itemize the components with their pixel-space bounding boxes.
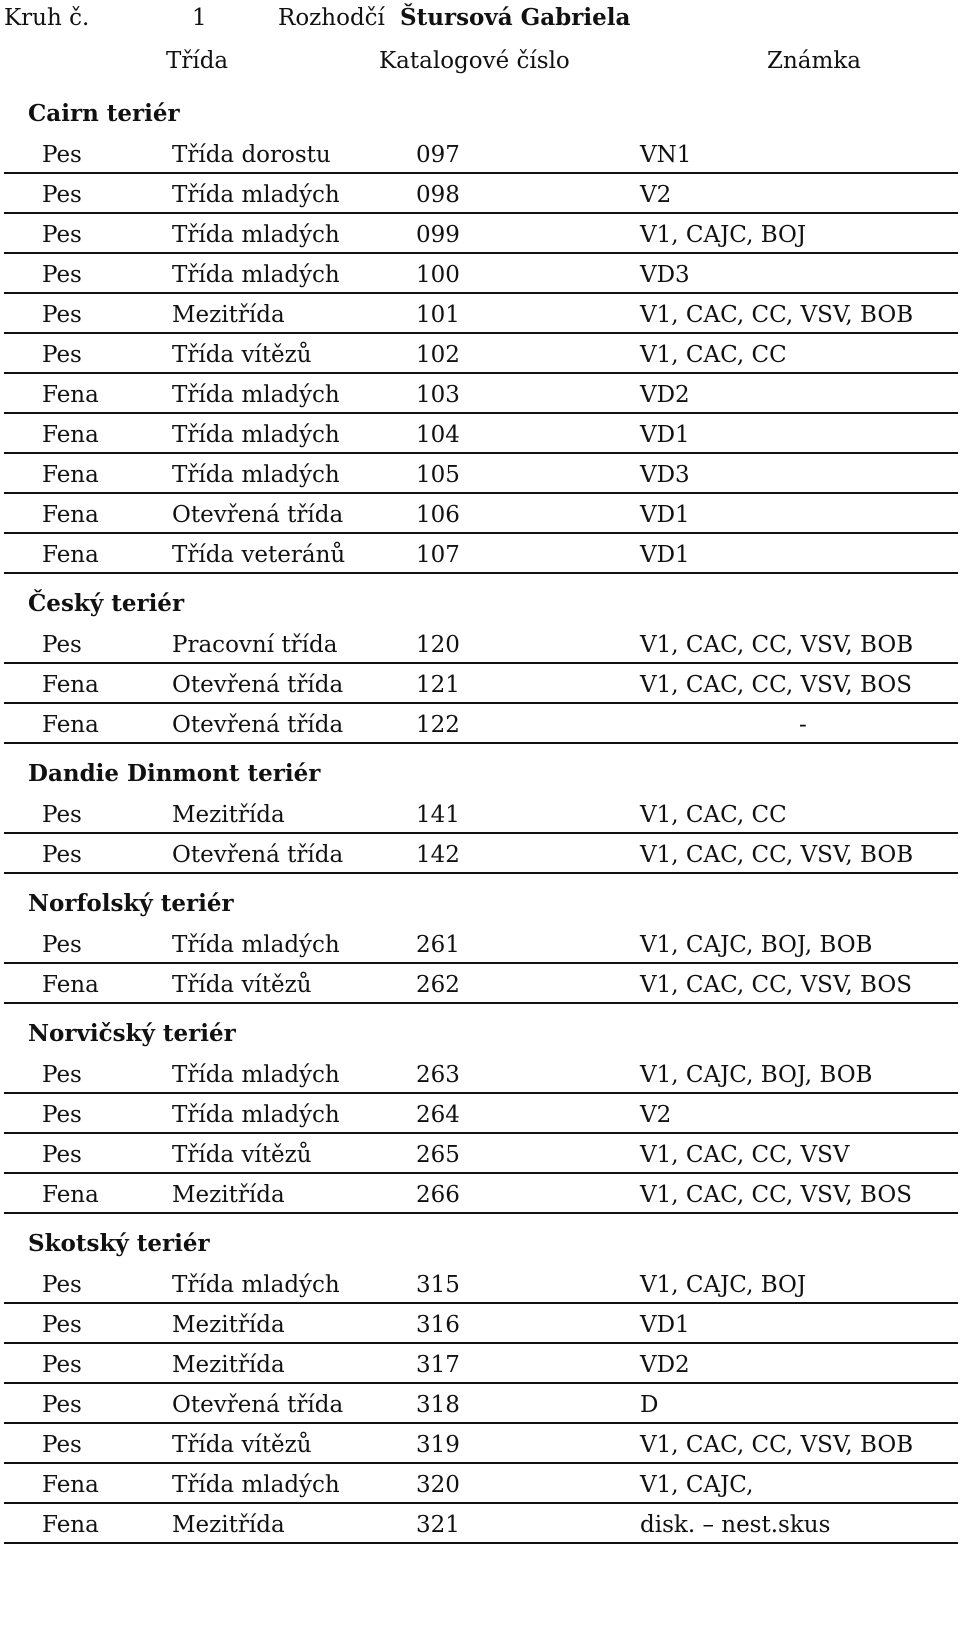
row-sex: Pes [42, 1352, 82, 1378]
row-class: Mezitřída [172, 802, 285, 828]
row-catalog-number: 106 [416, 502, 460, 528]
row-class: Třída mladých [172, 1272, 340, 1298]
table-row [4, 334, 958, 374]
row-class: Třída mladých [172, 462, 340, 488]
row-sex: Fena [42, 972, 99, 998]
row-sex: Pes [42, 932, 82, 958]
row-class: Třída mladých [172, 222, 340, 248]
row-grade: VD2 [640, 1352, 690, 1378]
row-class: Otevřená třída [172, 1392, 344, 1418]
row-grade: V1, CAJC, BOJ, BOB [640, 932, 873, 958]
column-header-grade: Známka [767, 48, 861, 74]
judge-name: Štursová Gabriela [400, 4, 631, 31]
row-catalog-number: 317 [416, 1352, 460, 1378]
row-sex: Fena [42, 422, 99, 448]
row-sex: Fena [42, 542, 99, 568]
row-class: Třída mladých [172, 1062, 340, 1088]
row-sex: Pes [42, 1312, 82, 1338]
table-row [4, 1304, 958, 1344]
row-class: Otevřená třída [172, 672, 344, 698]
row-catalog-number: 264 [416, 1102, 460, 1128]
row-grade: V1, CAC, CC, VSV, BOS [640, 1182, 912, 1208]
row-grade: disk. – nest.skus [640, 1512, 831, 1538]
row-class: Třída mladých [172, 1102, 340, 1128]
row-sex: Pes [42, 842, 82, 868]
breed-title: Skotský teriér [28, 1230, 210, 1257]
row-catalog-number: 266 [416, 1182, 460, 1208]
row-class: Mezitřída [172, 1312, 285, 1338]
table-row [4, 134, 958, 174]
row-catalog-number: 320 [416, 1472, 460, 1498]
row-class: Mezitřída [172, 1512, 285, 1538]
table-row [4, 534, 958, 574]
row-catalog-number: 101 [416, 302, 460, 328]
row-catalog-number: 102 [416, 342, 460, 368]
row-grade: V1, CAJC, BOJ [640, 1272, 807, 1298]
row-sex: Fena [42, 1182, 99, 1208]
row-class: Mezitřída [172, 1182, 285, 1208]
table-row [4, 664, 958, 704]
row-sex: Fena [42, 502, 99, 528]
row-catalog-number: 122 [416, 712, 460, 738]
table-row [4, 1174, 958, 1214]
row-catalog-number: 100 [416, 262, 460, 288]
row-grade: VD1 [640, 1312, 690, 1338]
row-sex: Fena [42, 1512, 99, 1538]
table-row [4, 834, 958, 874]
row-catalog-number: 141 [416, 802, 460, 828]
row-grade: V1, CAC, CC, VSV, BOB [640, 842, 914, 868]
table-row [4, 1344, 958, 1384]
row-sex: Pes [42, 802, 82, 828]
row-sex: Pes [42, 632, 82, 658]
row-class: Třída vítězů [172, 1432, 312, 1458]
row-sex: Pes [42, 1142, 82, 1168]
row-class: Mezitřída [172, 302, 285, 328]
table-row [4, 454, 958, 494]
row-sex: Pes [42, 1102, 82, 1128]
row-sex: Pes [42, 1062, 82, 1088]
table-row [4, 1504, 958, 1544]
row-catalog-number: 121 [416, 672, 460, 698]
row-sex: Pes [42, 222, 82, 248]
row-catalog-number: 265 [416, 1142, 460, 1168]
table-row [4, 1134, 958, 1174]
row-class: Třída mladých [172, 1472, 340, 1498]
ring-number: 1 [192, 5, 207, 31]
row-catalog-number: 263 [416, 1062, 460, 1088]
table-row [4, 624, 958, 664]
row-grade: - [799, 712, 807, 738]
row-class: Třída vítězů [172, 1142, 312, 1168]
ring-label: Kruh č. [4, 5, 90, 31]
row-grade: VD1 [640, 422, 690, 448]
row-grade: V1, CAC, CC, VSV, BOB [640, 1432, 914, 1458]
table-row [4, 964, 958, 1004]
table-row [4, 254, 958, 294]
row-grade: VD1 [640, 542, 690, 568]
table-row [4, 1464, 958, 1504]
row-grade: V1, CAJC, [640, 1472, 754, 1498]
table-row [4, 494, 958, 534]
row-catalog-number: 098 [416, 182, 460, 208]
breed-title: Cairn teriér [28, 100, 180, 127]
row-grade: V2 [640, 182, 672, 208]
column-header-class: Třída [166, 48, 229, 74]
results-list [0, 94, 960, 1544]
column-header-catalog: Katalogové číslo [379, 48, 570, 74]
row-class: Mezitřída [172, 1352, 285, 1378]
table-row [4, 414, 958, 454]
row-catalog-number: 142 [416, 842, 460, 868]
table-row [4, 1264, 958, 1304]
row-grade: VD2 [640, 382, 690, 408]
row-grade: V1, CAC, CC, VSV, BOS [640, 972, 912, 998]
row-class: Otevřená třída [172, 712, 344, 738]
row-sex: Fena [42, 1472, 99, 1498]
row-class: Pracovní třída [172, 632, 338, 658]
row-sex: Pes [42, 1432, 82, 1458]
table-row [4, 174, 958, 214]
ring-header [0, 0, 960, 38]
row-class: Třída veteránů [172, 542, 346, 568]
row-class: Třída vítězů [172, 972, 312, 998]
row-sex: Pes [42, 1392, 82, 1418]
row-grade: V1, CAJC, BOJ [640, 222, 807, 248]
row-grade: V1, CAC, CC [640, 802, 787, 828]
row-catalog-number: 318 [416, 1392, 460, 1418]
row-catalog-number: 261 [416, 932, 460, 958]
table-row [4, 214, 958, 254]
row-class: Třída mladých [172, 932, 340, 958]
row-catalog-number: 120 [416, 632, 460, 658]
column-headers [0, 46, 960, 80]
row-sex: Pes [42, 342, 82, 368]
table-row [4, 1094, 958, 1134]
breed-title: Dandie Dinmont teriér [28, 760, 321, 787]
row-catalog-number: 315 [416, 1272, 460, 1298]
row-catalog-number: 104 [416, 422, 460, 448]
table-row [4, 704, 958, 744]
row-sex: Pes [42, 1272, 82, 1298]
row-sex: Pes [42, 262, 82, 288]
row-class: Otevřená třída [172, 502, 344, 528]
table-row [4, 1424, 958, 1464]
breed-title: Norfolský teriér [28, 890, 234, 917]
row-sex: Pes [42, 302, 82, 328]
row-sex: Fena [42, 672, 99, 698]
row-sex: Fena [42, 712, 99, 738]
row-class: Třída dorostu [172, 142, 331, 168]
row-grade: V1, CAJC, BOJ, BOB [640, 1062, 873, 1088]
row-grade: V2 [640, 1102, 672, 1128]
row-grade: V1, CAC, CC, VSV, BOS [640, 672, 912, 698]
row-grade: D [640, 1392, 659, 1418]
table-row [4, 794, 958, 834]
row-grade: VD3 [640, 262, 690, 288]
judge-label: Rozhodčí [278, 5, 385, 31]
row-class: Třída mladých [172, 382, 340, 408]
row-class: Třída mladých [172, 262, 340, 288]
breed-title: Český teriér [28, 590, 185, 617]
row-sex: Fena [42, 382, 99, 408]
row-catalog-number: 097 [416, 142, 460, 168]
row-grade: V1, CAC, CC, VSV, BOB [640, 632, 914, 658]
row-grade: V1, CAC, CC [640, 342, 787, 368]
row-grade: VD3 [640, 462, 690, 488]
row-class: Třída mladých [172, 422, 340, 448]
row-catalog-number: 099 [416, 222, 460, 248]
row-grade: VN1 [640, 142, 692, 168]
breed-title: Norvičský teriér [28, 1020, 236, 1047]
row-sex: Pes [42, 142, 82, 168]
table-row [4, 374, 958, 414]
table-row [4, 924, 958, 964]
row-grade: VD1 [640, 502, 690, 528]
row-class: Otevřená třída [172, 842, 344, 868]
row-class: Třída mladých [172, 182, 340, 208]
row-catalog-number: 262 [416, 972, 460, 998]
row-catalog-number: 319 [416, 1432, 460, 1458]
row-sex: Pes [42, 182, 82, 208]
row-catalog-number: 321 [416, 1512, 460, 1538]
row-catalog-number: 107 [416, 542, 460, 568]
row-grade: V1, CAC, CC, VSV [640, 1142, 850, 1168]
table-row [4, 1384, 958, 1424]
table-row [4, 1054, 958, 1094]
row-catalog-number: 316 [416, 1312, 460, 1338]
row-catalog-number: 105 [416, 462, 460, 488]
row-class: Třída vítězů [172, 342, 312, 368]
row-sex: Fena [42, 462, 99, 488]
table-row [4, 294, 958, 334]
row-catalog-number: 103 [416, 382, 460, 408]
row-grade: V1, CAC, CC, VSV, BOB [640, 302, 914, 328]
